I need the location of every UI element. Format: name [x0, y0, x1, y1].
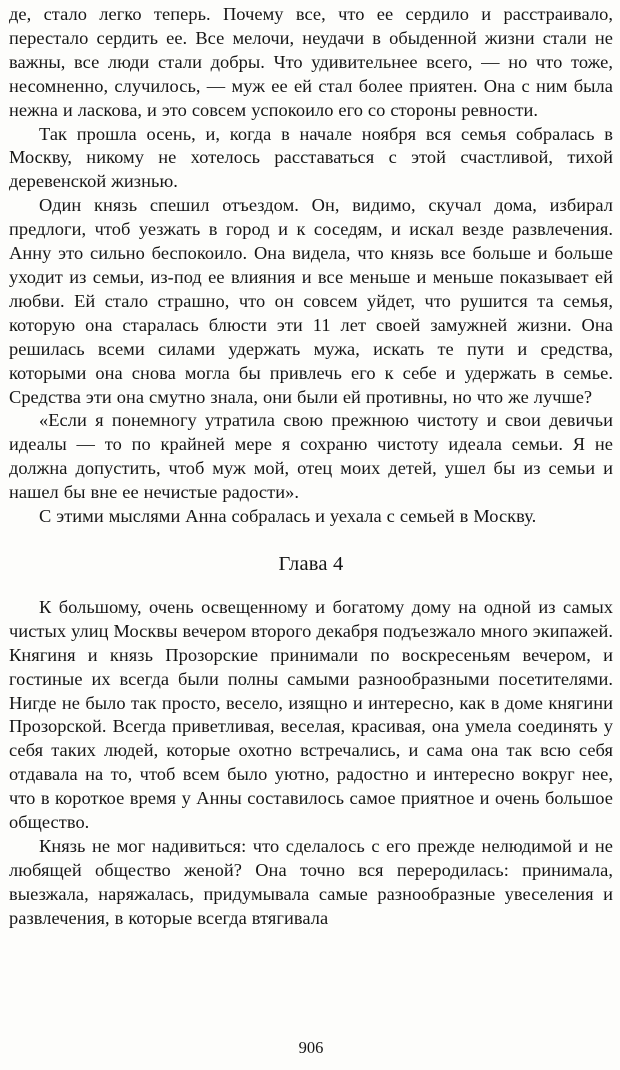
paragraph: «Если я понемногу утратила свою прежнюю чистоту и свои девичьи идеалы — то по крайней мере я сохраню чистоту идеала семьи. Я не должна допустить, чтоб муж мой, отец моих детей, ушел бы из семьи и нашел бы вне ее нечистые радости».: [9, 410, 613, 503]
paragraph: К большому, очень освещенному и богатому дому на одной из самых чистых улиц Москвы вечером второго декабря подъезжало много экипажей. Княгиня и князь Прозорские принимали по воскресеньям вечером, и гостиные их всегда были полны самыми разнообразными посетителями. Нигде не было так просто, весело, изящно и интересно, как в доме княгини Прозорской. Всегда приветливая, веселая, красивая, она умела соединять у себя таких людей, которые охотно встречались, и сама она так всю себя отдавала на то, чтоб всем было уютно, радостно и интересно вокруг нее, что в короткое время у Анны составилось самое приятное и очень большое общество.: [9, 596, 613, 833]
paragraph-continuation: де, стало легко теперь. Почему все, что ее сердило и расстраивало, перестало сердить ее. Все мелочи, неудачи в обыденной жизни стали не важны, все люди стали добры. Что удивительнее всего, — но что тоже, несомненно, случилось, — муж ее ей стал более приятен. Она с ним была нежна и ласкова, и это совсем успокоило его со стороны ревности.: [9, 4, 613, 120]
chapter-heading: Глава 4: [278, 552, 344, 575]
paragraph: Один князь спешил отъездом. Он, видимо, скучал дома, избирал предлоги, чтоб уезжать в город и к соседям, и искал везде развлечения. Анну это сильно беспокоило. Она видела, что князь все больше и больше уходит из семьи, из-под ее влияния и все меньше и меньше показывает ей любви. Ей стало страшно, что он совсем уйдет, что рушится та семья, которую она старалась блюсти эти 11 лет своей замужней жизни. Она решилась всеми силами удержать мужа, искать те пути и средства, которыми она снова могла бы привлечь его к себе и удержать в семье. Средства эти она смутно знала, они были ей противны, но что же лучше?: [9, 195, 613, 407]
paragraph: Так прошла осень, и, когда в начале ноября вся семья собралась в Москву, никому не хотелось расставаться с этой счастливой, тихой деревенской жизнью.: [9, 123, 613, 192]
paragraph: С этими мыслями Анна собралась и уехала с семьей в Москву.: [39, 506, 537, 527]
page-content: [9, 3, 613, 931]
paragraph: Князь не мог надивиться: что сделалось с его прежде нелюдимой и не любящей общество женой? Она точно вся переродилась: принимала, выезжала, наряжалась, придумывала самые разнообразные увеселения и развлечения, в которые всегда втягивала: [9, 836, 613, 928]
page-number: 906: [298, 1038, 324, 1057]
